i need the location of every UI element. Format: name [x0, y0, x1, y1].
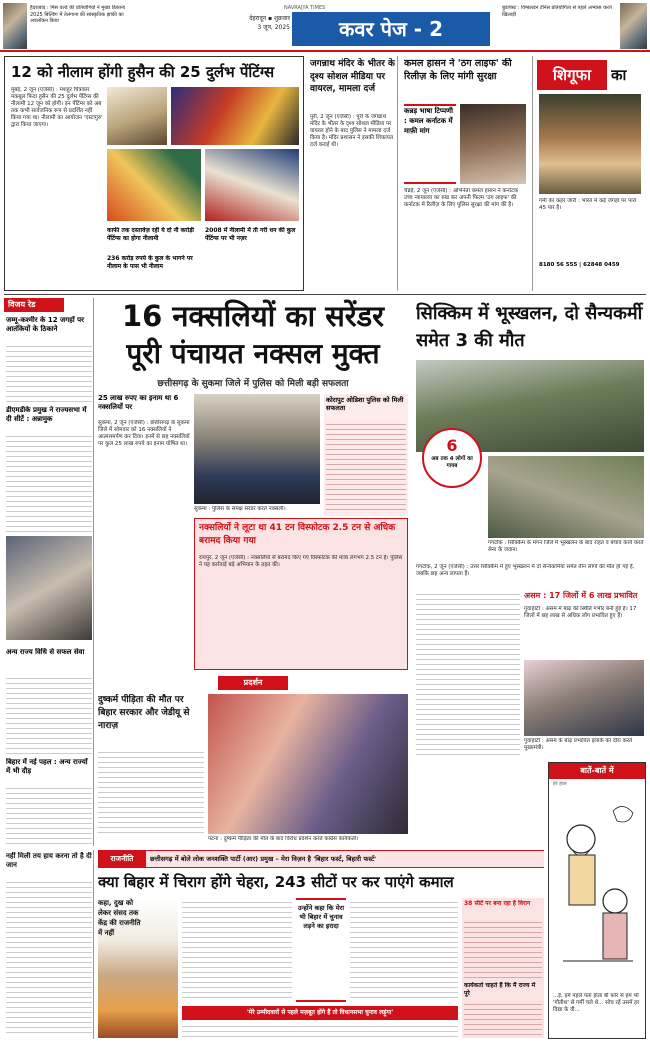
chirag-box-body	[464, 918, 542, 978]
husain-headline: 12 को नीलाम होंगी हुसैन की 25 दुर्लभ पेंटिंग्स	[11, 63, 275, 81]
chirag-body-3	[182, 1022, 458, 1038]
husain-bullet-1: काफी तक दस्तावेज़ रहीं ये दो नौ करोड़ी पेंटिंग्स का होगा नीलामी	[107, 227, 194, 242]
left-col-body-3	[6, 674, 92, 754]
husain-body: मुंबई, 2 जून (एजेंसी) : मशहूर चित्रकार मकबूल फिदा हुसैन की 25 दुर्लभ पेंटिंग्स की नीलामी 12 जून को होगी। इन पेंटिंग्स को अब तक कभी सार्वजनिक रूप से प्रदर्शित नहीं किया गया था। नीलामी का आयोजन 'एस्टागुरु' द्वारा किया जाएगा।	[11, 87, 103, 128]
naxal-subhead: छत्तीसगढ़ के सुकमा जिले में पुलिस को मिली बड़ी सफलता	[157, 379, 349, 389]
top-section-rule	[4, 294, 646, 295]
masthead-rule	[0, 50, 650, 52]
left-col-item-2: डीएमडीके प्रमुख ने राज्यसभा में दी सीटें : अन्नामुक	[6, 406, 87, 423]
chirag-story	[98, 870, 544, 1039]
sikkim-caption: गंगटोक : सिक्किम के मंगन जिले में भूस्खलन के बाद राहत व बचाव कार्य करते सेना के जवान।	[488, 540, 644, 553]
naxal-story	[98, 298, 408, 673]
left-col-tag: विजय रेड	[4, 298, 64, 312]
left-col-body-1	[6, 342, 92, 402]
assam-story	[412, 588, 646, 758]
sikkim-body: गंगटोक, 2 जून (एजेंसी) : उत्तर सिक्किम में हुए भूस्खलन में दो सैन्यकर्मियों समेत तीन लोगों की मौत हो गई है, जबकि छह अन्य लापता हैं।	[416, 564, 635, 577]
kamal-headline: कमल हासन ने 'ठग लाइफ' की रिलीज़ के लिए मांगी सुरक्षा	[404, 58, 512, 82]
husain-painting-3	[107, 149, 201, 221]
chirag-headline: क्या बिहार में चिराग होंगे चेहरा, 243 सीटों पर कर पाएंगे कमाल	[98, 873, 454, 891]
husain-painting-2	[171, 87, 299, 145]
cartoon-title: बातें-बातें में	[580, 766, 614, 775]
jagannath-headline: जगन्नाथ मंदिर के भीतर के दृश्य सोशल मीडिया पर वायरल, मामला दर्ज	[310, 59, 395, 94]
chirag-body-2	[350, 898, 458, 1002]
left-col-item-4: बिहार में नई पहल : अन्य राज्यों में भी दौड़	[6, 758, 88, 775]
issue-date: 3 जून, 2025	[257, 24, 290, 31]
shigufa-phone: 8180 56 555 | 62848 0459	[539, 262, 620, 268]
naxal-photo-caption: सुकमा : पुलिस के समक्ष सरेंडर करते नक्सली।	[194, 506, 286, 512]
shigufa-title: शिगूफा	[537, 60, 607, 90]
protest-photo	[208, 694, 408, 834]
assam-photo	[524, 660, 644, 736]
naxal-body: सुकमा, 2 जून (एजेंसी) : छत्तीसगढ़ के सुकमा जिले में सोमवार को 16 नक्सलियों ने आत्मसमर्पण कर दिया। इनमें से छह नक्सलियों पर कुल 25 लाख रुपये का इनाम घोषित था।	[98, 420, 190, 447]
chirag-box-body-2	[464, 1000, 542, 1036]
chirag-box-title: 38 सीटें पर बना रहा है विराग	[464, 900, 531, 907]
kamal-photo	[460, 104, 526, 184]
page-title: कवर पेज - 2	[339, 17, 443, 41]
shigufa-photo	[539, 94, 641, 194]
naxal-headline-2: पूरी पंचायत नक्सल मुक्त	[126, 337, 380, 370]
shigufa-box	[532, 56, 646, 291]
protest-tag: प्रदर्शन	[218, 676, 288, 690]
chirag-box	[462, 898, 544, 1038]
date-line	[230, 14, 290, 38]
shigufa-caption: गर्मी का कहर जारी : भारत में कई जगहों पर पारा 45 पार है।	[539, 198, 637, 211]
chirag-pull: उन्होंने कहा कि मेरा भी बिहार में चुनाव लड़ने का इरादा	[296, 898, 346, 1002]
naxal-bullet: 25 लाख रुपए का इनाम था 6 नक्सलियों पर	[98, 394, 179, 411]
shigufa-title-suffix: का	[611, 66, 627, 84]
cartoon-header	[549, 763, 645, 779]
naxal-box-body: रायपुर, 2 जून (एजेंसी) : नक्सलियों से बरामद किए गए विस्फोटक की मात्रा लगभग 2.5 टन है। पुलिस ने यह कार्रवाई बड़े अभियान के तहत की।	[199, 555, 403, 568]
chirag-box-title-2: कार्यकर्ता चाहते हैं कि मैं राज्य में पूरे	[464, 982, 536, 997]
masthead-right-teaser: बुडापेस्ट : विम्बलडन टेनिस प्रतियोगिता से पहले अभ्यास करते खिलाड़ी	[502, 5, 612, 18]
sikkim-badge-count: 6	[446, 436, 458, 455]
chirag-side-quote: कहा, दुख को लेकर संसद तक केंद्र की राजनीति में नहीं	[98, 899, 141, 937]
husain-note: 2008 में नीलामी में ती गरी धन की कुल पेंटिंग्स पर भी नज़र	[205, 227, 296, 242]
chirag-body-1	[182, 898, 292, 1002]
jagannath-body: पुरी, 2 जून (एजेंसी) : पुरी के जगन्नाथ मंदिर के भीतर के दृश्य सोशल मीडिया पर वायरल होने के बाद पुलिस ने मामला दर्ज किया है। मंदिर प्रशासन ने इसकी शिकायत दर्ज कराई थी।	[310, 114, 393, 148]
left-bottom-headline: नहीं मिली तय हाय करना तो है दी जान	[6, 852, 92, 869]
sikkim-headline: सिक्किम में भूस्खलन, दो सैन्यकर्मी समेत 3 की मौत	[416, 303, 643, 351]
kamal-quote: कन्नड़ भाषा टिप्पणी : कमल कर्नाटक में माफ़ी मांग	[404, 104, 456, 184]
page-title-band	[292, 12, 490, 46]
husain-painting-1	[107, 87, 167, 145]
left-col-photo	[6, 536, 92, 640]
assam-body: गुवाहाटी : असम में बाढ़ की स्थिति गंभीर बनी हुई है। 17 जिलों में छह लाख से अधिक लोग प्रभावित हुए हैं।	[524, 606, 637, 619]
chirag-band-text: छत्तीसगढ़ में बोले लोक जनशक्ति पार्टी (आर) प्रमुख – मेरा विज़न है 'बिहार फर्स्ट, बिहारी फर्स्ट'	[150, 855, 377, 863]
husain-painting-4	[205, 149, 299, 221]
kamal-body: चेन्नई, 2 जून (एजेंसी) : अभिनेता कमल हासन ने कर्नाटक उच्च न्यायालय का रुख कर अपनी फिल्म 'ठग लाइफ' की कर्नाटक में रिलीज़ के लिए पुलिस सुरक्षा की मांग की है।	[404, 188, 519, 208]
masthead-left-photo	[3, 3, 27, 49]
assam-headline: असम : 17 जिलों में 6 लाख प्रभावित	[524, 591, 638, 600]
protest-headline: दुष्कर्म पीड़िता की मौत पर बिहार सरकार और जेडीयू से नाराज़	[98, 695, 190, 731]
jagannath-story	[308, 56, 398, 291]
left-col-item-3: अन्य राज्य विधि से सफल सेवा	[6, 648, 85, 656]
chirag-band	[98, 850, 544, 868]
naxal-headline: 16 नक्सलियों का सरेंडर	[121, 299, 385, 333]
husain-bullet-2: 236 करोड़ रुपये के कुल के भागने पर नीलाम के पास भी नीलाम	[107, 255, 193, 270]
paper-name: NAVRAJYA TIMES	[284, 5, 326, 11]
left-bottom-column	[4, 850, 94, 1039]
assam-body-left	[416, 590, 520, 756]
naxal-box-headline: नक्सलियों ने लूटा था 41 टन विस्फोटक 2.5 टन से अधिक बरामद किया गया	[199, 523, 396, 546]
masthead-right-photo	[620, 3, 647, 49]
kamal-story	[402, 56, 528, 291]
left-col-body-2	[6, 432, 92, 532]
sikkim-badge	[422, 428, 482, 488]
left-column	[4, 298, 94, 846]
masthead-left-teaser: हैदराबाद : मिस वर्ल्ड की प्रतियोगियों ने मुख्य ठिकाना 2025 बिल्डिंग में तेलंगाना की सांस्कृतिक झांकी का अवलोकन किया	[30, 5, 126, 24]
naxal-side-body	[326, 420, 406, 514]
shigufa-header	[537, 60, 643, 90]
protest-story	[98, 676, 408, 846]
husain-story	[4, 56, 304, 291]
naxal-side-headline: कोरापुट ओडिशा पुलिस को मिली सफलता	[326, 396, 404, 412]
left-col-item-1: जम्मू-कश्मीर के 12 जगहों पर आतंकियों के ठिकाने	[6, 316, 84, 333]
naxal-side	[324, 394, 408, 516]
assam-caption: गुवाहाटी : असम के बाढ़ प्रभावित इलाके का दौरा करते मुख्यमंत्री।	[524, 738, 633, 751]
cartoon-caption: ...ई, हमें पहले पता होता बी फ़ोर से हम भी 'गौतीश' से गर्मी चले थे... सोच रहें उसमें हर विद्या के वी...	[553, 993, 640, 1013]
left-col-body-4	[6, 784, 92, 844]
sikkim-story	[412, 298, 646, 585]
naxal-photo	[194, 394, 320, 504]
sikkim-photo-2	[488, 456, 644, 538]
protest-caption: पटना : दुष्कर्म पीड़िता की मौत के बाद विरोध प्रदर्शन करते कांग्रेस कार्यकर्ता।	[208, 836, 359, 842]
masthead	[0, 0, 650, 52]
cartoon-drawing	[553, 791, 641, 991]
left-bottom-body	[6, 878, 92, 1036]
naxal-box	[194, 518, 408, 670]
chirag-banner: 'मेरे उम्मीदवारों से पहले मज़बूत होंगे हैं तो विधानसभा चुनाव लड़ूंगा'	[182, 1006, 458, 1020]
city-day: देहरादून ▪ शुक्रवार	[249, 15, 290, 22]
cartoon-box	[548, 762, 646, 1039]
chirag-band-tag: राजनीति	[98, 851, 146, 867]
cartoon-author: हर हाल	[553, 781, 567, 787]
sikkim-badge-text: अब तक 4 लोगों का गायब	[431, 456, 473, 469]
